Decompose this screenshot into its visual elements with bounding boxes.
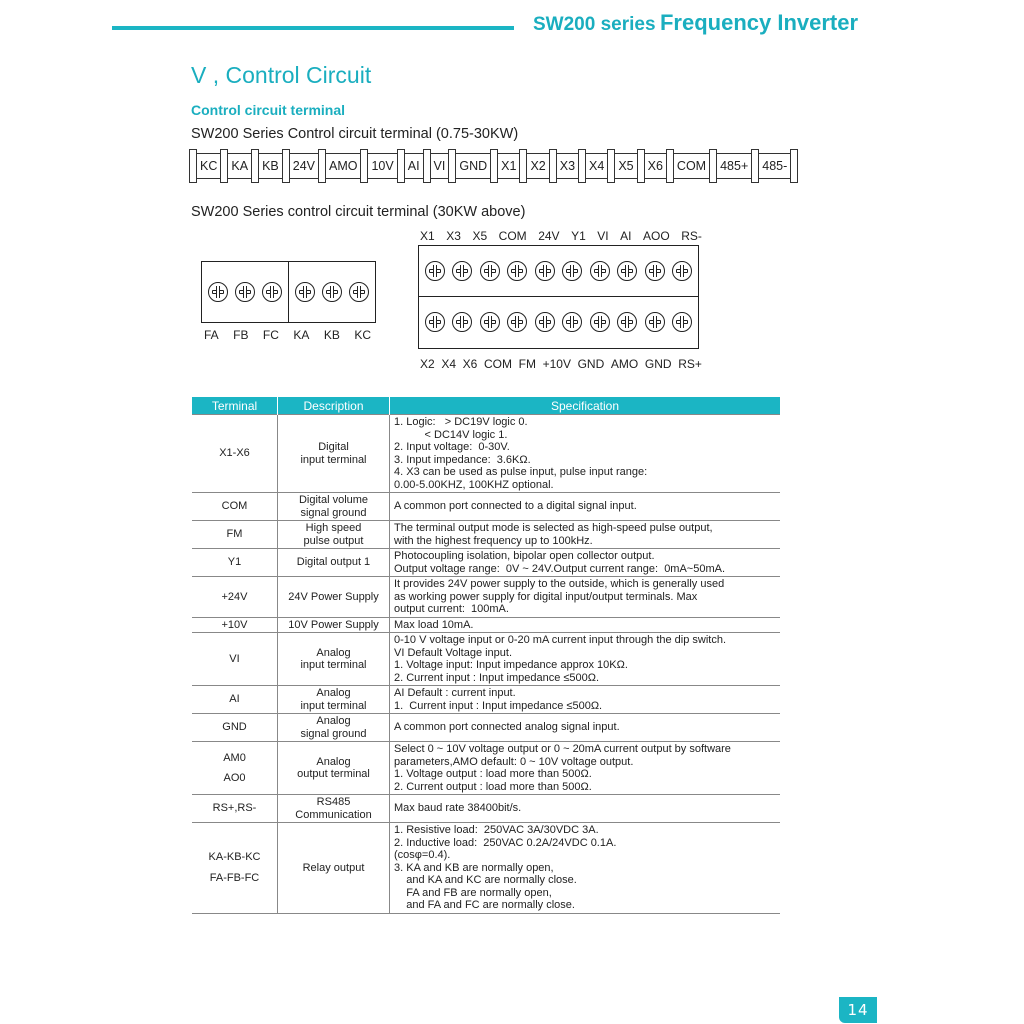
screw-terminal-icon xyxy=(562,312,582,332)
strip-terminal: KB xyxy=(259,153,282,179)
table-header-row xyxy=(192,397,780,415)
description-line: High speed xyxy=(305,522,362,534)
description-cell xyxy=(278,742,390,795)
terminal-label: X5 xyxy=(472,229,488,243)
terminal-name: VI xyxy=(229,652,240,665)
terminal-label: +10V xyxy=(542,357,571,371)
col-terminal: Terminal xyxy=(192,397,278,415)
description-line: input terminal xyxy=(300,699,367,712)
screw-terminal-icon xyxy=(480,261,500,281)
strip-post xyxy=(397,149,405,183)
strip-post xyxy=(448,149,456,183)
spec-line: AI Default : current input. xyxy=(394,687,516,699)
terminal-label: GND xyxy=(644,357,672,371)
screw-terminal-icon xyxy=(480,312,500,332)
description-line: input terminal xyxy=(300,659,367,671)
strip-post xyxy=(423,149,431,183)
spec-line: 3. Input impedance: 3.6KΩ. xyxy=(394,453,531,466)
spec-line: as working power supply for digital input/output terminals. Max xyxy=(394,590,698,603)
specification-cell xyxy=(390,686,781,714)
specification-cell xyxy=(390,823,781,914)
specification-cell xyxy=(390,617,781,633)
spec-line: The terminal output mode is selected as high-speed pulse output, xyxy=(394,522,713,534)
spec-line: Output voltage range: 0V ~ 24V.Output current range: 0mA~50mA. xyxy=(394,562,726,575)
terminal-name: FM xyxy=(226,528,243,541)
screw-terminal-icon xyxy=(425,261,445,281)
terminal-cell xyxy=(192,577,278,618)
spec-line: 2. Input voltage: 0-30V. xyxy=(394,441,510,453)
strip-terminal: X5 xyxy=(615,153,636,179)
terminal-label: RS- xyxy=(681,229,702,243)
screw-terminal-icon xyxy=(535,312,555,332)
description-line: Analog xyxy=(316,715,351,727)
screw-terminal-icon xyxy=(262,282,282,302)
spec-line: parameters,AMO default: 0 ~ 10V voltage output. xyxy=(394,755,634,768)
strip-terminal: GND xyxy=(456,153,490,179)
description-line: Analog xyxy=(316,646,351,659)
spec-line: A common port connected analog signal input. xyxy=(394,721,620,734)
description-cell xyxy=(278,795,390,823)
terminal-cell xyxy=(192,742,278,795)
terminal-cell xyxy=(192,633,278,686)
strip-post xyxy=(666,149,674,183)
strip-terminal: 485- xyxy=(759,153,790,179)
terminal-name: Y1 xyxy=(227,556,242,569)
strip-terminal: X3 xyxy=(557,153,578,179)
spec-line: 4. X3 can be used as pulse input, pulse input range: xyxy=(394,466,648,478)
screw-terminal-icon xyxy=(562,261,582,281)
terminal-label: GND xyxy=(577,357,605,371)
screw-terminal-icon xyxy=(425,312,445,332)
spec-line: (cosφ=0.4). xyxy=(394,849,451,861)
spec-line: FA and FB are normally open, xyxy=(394,886,552,899)
spec-line: VI Default Voltage input. xyxy=(394,646,513,659)
strip-post xyxy=(549,149,557,183)
terminal-name: FA-FB-FC xyxy=(209,871,260,884)
description-line: 10V Power Supply xyxy=(288,618,379,631)
relay-terminal-block xyxy=(201,261,376,323)
spec-line: It provides 24V power supply to the outside, which is generally used xyxy=(394,578,725,590)
spec-line: 0.00-5.00KHZ, 100KHZ optional. xyxy=(394,478,554,491)
terminal-label: COM xyxy=(498,229,527,243)
strip-post xyxy=(637,149,645,183)
main-terminal-block xyxy=(418,245,699,349)
table-row xyxy=(192,742,780,795)
table-row xyxy=(192,686,780,714)
strip-terminal: X1 xyxy=(498,153,519,179)
relay-group-k xyxy=(288,262,375,322)
caption-large-models: SW200 Series control circuit terminal (30KW above) xyxy=(191,204,526,220)
description-line: pulse output xyxy=(303,534,364,547)
terminal-label: AMO xyxy=(610,357,639,371)
spec-line: Max baud rate 38400bit/s. xyxy=(394,802,522,815)
strip-post xyxy=(282,149,290,183)
screw-terminal-icon xyxy=(295,282,315,302)
specification-cell xyxy=(390,633,781,686)
strip-terminal: VI xyxy=(431,153,449,179)
screw-terminal-icon xyxy=(672,312,692,332)
terminal-cell xyxy=(192,823,278,914)
description-cell xyxy=(278,549,390,577)
specification-cell xyxy=(390,795,781,823)
specification-cell xyxy=(390,521,781,549)
description-cell xyxy=(278,823,390,914)
spec-line: A common port connected to a digital signal input. xyxy=(394,500,637,513)
terminal-label: FC xyxy=(262,328,279,342)
terminal-cell xyxy=(192,415,278,493)
description-line: Communication xyxy=(295,808,372,821)
terminal-cell xyxy=(192,521,278,549)
screw-terminal-icon xyxy=(672,261,692,281)
header-product: Frequency Inverter xyxy=(659,10,859,35)
screw-terminal-icon xyxy=(452,261,472,281)
relay-group-f xyxy=(202,262,288,322)
spec-line: and KA and KC are normally close. xyxy=(394,874,577,886)
terminal-label: X4 xyxy=(441,357,457,371)
description-line: input terminal xyxy=(300,453,367,466)
screw-terminal-icon xyxy=(590,312,610,332)
screw-terminal-icon xyxy=(452,312,472,332)
terminal-label: Y1 xyxy=(571,229,586,243)
col-description: Description xyxy=(278,397,390,415)
spec-line: with the highest frequency up to 100kHz. xyxy=(394,534,593,547)
screw-terminal-icon xyxy=(590,261,610,281)
strip-terminal: 24V xyxy=(290,153,318,179)
specification-cell xyxy=(390,714,781,742)
terminal-name: AM0 xyxy=(223,751,246,764)
description-line: Digital volume xyxy=(298,494,369,506)
relay-block-labels xyxy=(201,328,374,342)
spec-line: 1. Resistive load: 250VAC 3A/30VDC 3A. xyxy=(394,824,599,836)
strip-post xyxy=(578,149,586,183)
description-cell xyxy=(278,521,390,549)
page-number: 14 xyxy=(839,997,877,1023)
strip-post xyxy=(751,149,759,183)
spec-line: 1. Voltage input: Input impedance approx 10KΩ. xyxy=(394,659,628,671)
strip-terminal: 10V xyxy=(368,153,396,179)
terminal-row-top xyxy=(419,246,698,296)
terminal-name: +10V xyxy=(221,618,248,631)
description-cell xyxy=(278,686,390,714)
strip-terminal: AI xyxy=(405,153,423,179)
terminal-name: +24V xyxy=(221,590,248,603)
strip-post xyxy=(709,149,717,183)
table-row xyxy=(192,714,780,742)
terminal-spec-table xyxy=(192,397,780,914)
terminal-cell xyxy=(192,686,278,714)
terminal-label: RS+ xyxy=(678,357,702,371)
col-specification: Specification xyxy=(390,397,781,415)
terminal-label: KC xyxy=(354,328,371,342)
terminal-cell xyxy=(192,549,278,577)
terminal-name: COM xyxy=(221,500,248,513)
table-row xyxy=(192,633,780,686)
description-cell xyxy=(278,633,390,686)
description-line: Analog xyxy=(316,755,351,768)
table-row xyxy=(192,823,780,914)
strip-terminal: 485+ xyxy=(717,153,751,179)
spec-line: 1. Current input : Input impedance ≤500Ω. xyxy=(394,699,603,712)
terminal-name: GND xyxy=(222,721,247,734)
strip-terminal: X2 xyxy=(527,153,548,179)
header-series: SW200 series xyxy=(533,14,656,35)
strip-post xyxy=(189,149,197,183)
specification-cell xyxy=(390,493,781,521)
specification-cell xyxy=(390,415,781,493)
table-row xyxy=(192,493,780,521)
header-rule xyxy=(112,26,514,30)
terminal-cell xyxy=(192,617,278,633)
strip-post xyxy=(360,149,368,183)
screw-terminal-icon xyxy=(507,312,527,332)
spec-line: output current: 100mA. xyxy=(394,603,509,615)
terminal-label: AOO xyxy=(643,229,670,243)
spec-line: Max load 10mA. xyxy=(394,618,474,631)
strip-post xyxy=(519,149,527,183)
description-cell xyxy=(278,617,390,633)
description-line: Analog xyxy=(316,687,351,699)
strip-terminal: X4 xyxy=(586,153,607,179)
description-cell xyxy=(278,714,390,742)
terminal-label: FB xyxy=(233,328,249,342)
description-line: signal ground xyxy=(300,727,367,740)
screw-terminal-icon xyxy=(507,261,527,281)
terminal-label: FM xyxy=(518,357,536,371)
description-line: 24V Power Supply xyxy=(288,590,379,603)
strip-post xyxy=(318,149,326,183)
spec-line: < DC14V logic 1. xyxy=(394,428,508,441)
spec-line: 3. KA and KB are normally open, xyxy=(394,861,554,874)
spec-line: 2. Current output : load more than 500Ω. xyxy=(394,780,592,793)
terminal-name: KA-KB-KC xyxy=(208,851,261,864)
table-row xyxy=(192,549,780,577)
terminal-strip-diagram xyxy=(189,149,798,183)
description-cell xyxy=(278,415,390,493)
description-line: Relay output xyxy=(302,861,365,874)
spec-line: Select 0 ~ 10V voltage output or 0 ~ 20mA current output by software xyxy=(394,743,731,755)
table-row xyxy=(192,521,780,549)
screw-terminal-icon xyxy=(535,261,555,281)
terminal-label: 24V xyxy=(538,229,560,243)
table-row xyxy=(192,415,780,493)
strip-post xyxy=(220,149,228,183)
screw-terminal-icon xyxy=(349,282,369,302)
caption-small-models: SW200 Series Control circuit terminal (0.75-30KW) xyxy=(191,126,519,142)
spec-line: 2. Inductive load: 250VAC 0.2A/24VDC 0.1A. xyxy=(394,836,617,849)
spec-line: 1. Voltage output : load more than 500Ω. xyxy=(394,768,592,780)
specification-cell xyxy=(390,577,781,618)
description-line: Digital output 1 xyxy=(296,556,371,569)
section-title: V , Control Circuit xyxy=(191,62,372,88)
strip-post xyxy=(251,149,259,183)
screw-terminal-icon xyxy=(645,261,665,281)
terminal-label: VI xyxy=(597,229,609,243)
description-cell xyxy=(278,577,390,618)
main-block-bottom-labels xyxy=(420,357,702,371)
terminal-label: KB xyxy=(323,328,340,342)
section-subtitle: Control circuit terminal xyxy=(191,102,346,118)
screw-terminal-icon xyxy=(322,282,342,302)
terminal-name: X1-X6 xyxy=(219,447,250,460)
terminal-label: X2 xyxy=(420,357,435,371)
screw-terminal-icon xyxy=(208,282,228,302)
terminal-label: X3 xyxy=(446,229,461,243)
main-block-top-labels xyxy=(420,229,702,243)
terminal-label: X6 xyxy=(462,357,478,371)
strip-post xyxy=(607,149,615,183)
screw-terminal-icon xyxy=(235,282,255,302)
header-title xyxy=(533,10,858,36)
strip-terminal: COM xyxy=(674,153,709,179)
terminal-label: FA xyxy=(204,328,219,342)
terminal-cell xyxy=(192,714,278,742)
terminal-cell xyxy=(192,795,278,823)
terminal-name: AO0 xyxy=(223,772,246,784)
strip-post xyxy=(490,149,498,183)
strip-terminal: X6 xyxy=(645,153,666,179)
specification-cell xyxy=(390,549,781,577)
spec-line: 1. Logic: > DC19V logic 0. xyxy=(394,416,528,428)
table-row xyxy=(192,617,780,633)
description-line: signal ground xyxy=(300,506,367,519)
description-line: Digital xyxy=(318,441,349,453)
spec-line: 0-10 V voltage input or 0-20 mA current input through the dip switch. xyxy=(394,634,727,646)
table-row xyxy=(192,577,780,618)
table-row xyxy=(192,795,780,823)
screw-terminal-icon xyxy=(645,312,665,332)
terminal-label: COM xyxy=(483,357,512,371)
strip-post xyxy=(790,149,798,183)
specification-cell xyxy=(390,742,781,795)
terminal-label: X1 xyxy=(420,229,435,243)
screw-terminal-icon xyxy=(617,312,637,332)
description-line: RS485 xyxy=(316,796,351,808)
terminal-label: AI xyxy=(620,229,632,243)
screw-terminal-icon xyxy=(617,261,637,281)
strip-terminal: AMO xyxy=(326,153,360,179)
spec-line: 2. Current input : Input impedance ≤500Ω. xyxy=(394,671,600,684)
terminal-row-bottom xyxy=(419,296,698,347)
spec-line: Photocoupling isolation, bipolar open collector output. xyxy=(394,550,655,562)
description-line: output terminal xyxy=(297,768,370,780)
strip-terminal: KA xyxy=(228,153,251,179)
spec-line: and FA and FC are normally close. xyxy=(394,899,575,911)
terminal-label: KA xyxy=(293,328,310,342)
terminal-name: RS+,RS- xyxy=(212,802,257,815)
terminal-cell xyxy=(192,493,278,521)
description-cell xyxy=(278,493,390,521)
terminal-name: AI xyxy=(229,693,240,706)
strip-terminal: KC xyxy=(197,153,220,179)
